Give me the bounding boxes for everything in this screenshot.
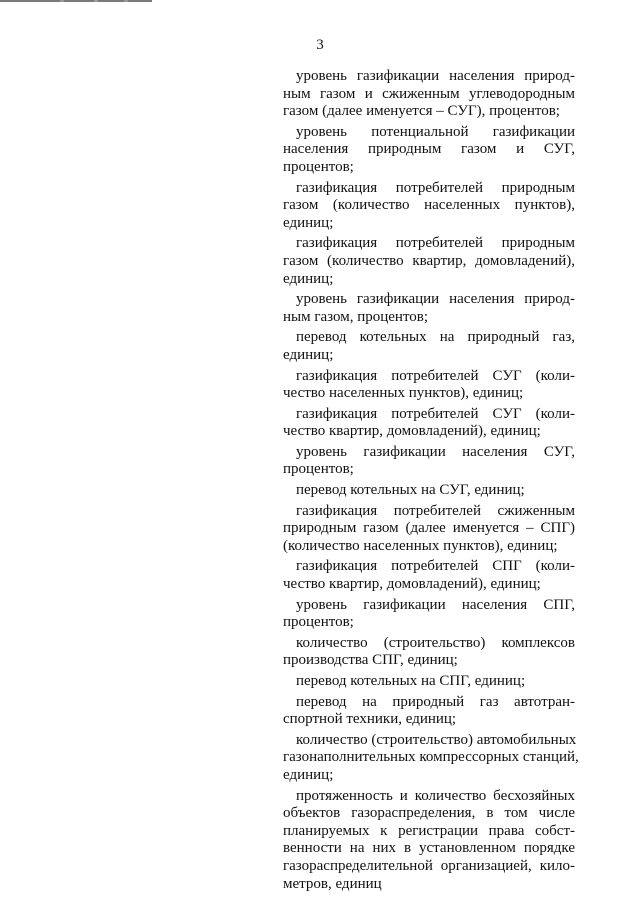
paragraph — [283, 673, 575, 691]
paragraph-line: венности на них в установленном порядке — [283, 840, 575, 857]
paragraph-line: перевод котельных на природный газ, — [296, 329, 575, 346]
paragraph-line: планируемых к регистрации права собст- — [283, 822, 575, 839]
paragraph — [283, 635, 575, 670]
document-body — [283, 68, 579, 896]
scan-edge-segment — [128, 0, 152, 2]
paragraph-line: газом (количество населенных пунктов), — [283, 197, 575, 214]
paragraph — [283, 558, 575, 593]
paragraph-line: населения природным газом и СУГ, — [283, 141, 575, 158]
paragraph-line: перевод котельных на СПГ, единиц; — [296, 673, 526, 689]
paragraph — [283, 482, 575, 500]
paragraph-line: ным газом, процентов; — [283, 308, 429, 325]
paragraph-line: газификация потребителей природным — [296, 235, 575, 252]
paragraph — [283, 731, 579, 785]
paragraph-line: уровень потенциальной газификации — [296, 123, 575, 140]
paragraph-line: газификация потребителей сжиженным — [296, 502, 575, 519]
paragraph-line: единиц; — [283, 766, 334, 783]
paragraph-line: газораспределительной организацией, кило- — [283, 857, 575, 874]
paragraph-line: перевод на природный газ автотран- — [296, 693, 575, 710]
scan-edge-segment — [64, 0, 94, 2]
paragraph-line: уровень газификации населения природ- — [296, 68, 575, 84]
paragraph-line: чество квартир, домовладений), единиц; — [283, 423, 541, 440]
paragraph-line: природным газом (далее именуется – СПГ) — [283, 520, 575, 537]
paragraph — [283, 291, 575, 326]
scan-edge-segment — [98, 0, 124, 2]
paragraph-line: газификация потребителей СУГ (коли- — [296, 367, 575, 384]
paragraph-line: ным газом и сжиженным углеводородным — [283, 85, 575, 102]
paragraph — [283, 694, 575, 729]
paragraph — [283, 503, 575, 556]
page-number: 3 — [316, 37, 324, 53]
paragraph-line: процентов; — [283, 158, 354, 175]
paragraph — [283, 68, 575, 121]
paragraph-line: чество населенных пунктов), единиц; — [283, 385, 524, 402]
paragraph-line: единиц; — [283, 214, 334, 231]
paragraph — [283, 124, 575, 177]
paragraph-line: протяженность и количество бесхозяйных — [296, 787, 575, 804]
paragraph — [283, 180, 575, 233]
paragraph-line: метров, единиц — [283, 875, 382, 892]
paragraph-line: газификация потребителей СПГ (коли- — [296, 558, 575, 575]
paragraph-line: единиц; — [283, 270, 334, 287]
paragraph-line: процентов; — [283, 461, 354, 478]
paragraph-line: спортной техники, единиц; — [283, 711, 457, 728]
paragraph-line: газонаполнительных компрессорных станций, — [283, 749, 579, 766]
paragraph-line: газификация потребителей природным — [296, 179, 575, 196]
paragraph-line: процентов; — [283, 614, 354, 631]
paragraph-line: газом (далее именуется – СУГ), процентов; — [283, 103, 560, 120]
paragraph-line: газом (количество квартир, домовладений), — [283, 252, 575, 269]
paragraph — [283, 788, 575, 894]
paragraph-line: уровень газификации населения СУГ, — [296, 443, 575, 460]
paragraph-line: (количество населенных пунктов), единиц; — [283, 537, 558, 554]
paragraph-line: чество квартир, домовладений), единиц; — [283, 576, 541, 593]
paragraph — [283, 444, 575, 479]
paragraph — [283, 406, 575, 441]
paragraph-line: перевод котельных на СУГ, единиц; — [296, 482, 525, 499]
paragraph-line: объектов газораспределения, в том числе — [283, 805, 575, 822]
paragraph-line: газификация потребителей СУГ (коли- — [296, 405, 575, 422]
paragraph — [283, 597, 575, 632]
paragraph-line: единиц; — [283, 346, 334, 363]
paragraph-line: количество (строительство) комплексов — [296, 634, 575, 651]
paragraph-line: уровень газификации населения природ- — [296, 291, 575, 308]
paragraph-line: уровень газификации населения СПГ, — [296, 596, 575, 613]
paragraph — [283, 235, 575, 288]
scan-edge-segment — [0, 0, 60, 2]
paragraph — [283, 368, 575, 403]
paragraph-line: количество (строительство) автомобильных — [296, 731, 577, 748]
paragraph-line: производства СПГ, единиц; — [283, 652, 458, 669]
scan-edge-mark — [0, 0, 152, 2]
paragraph — [283, 329, 575, 364]
